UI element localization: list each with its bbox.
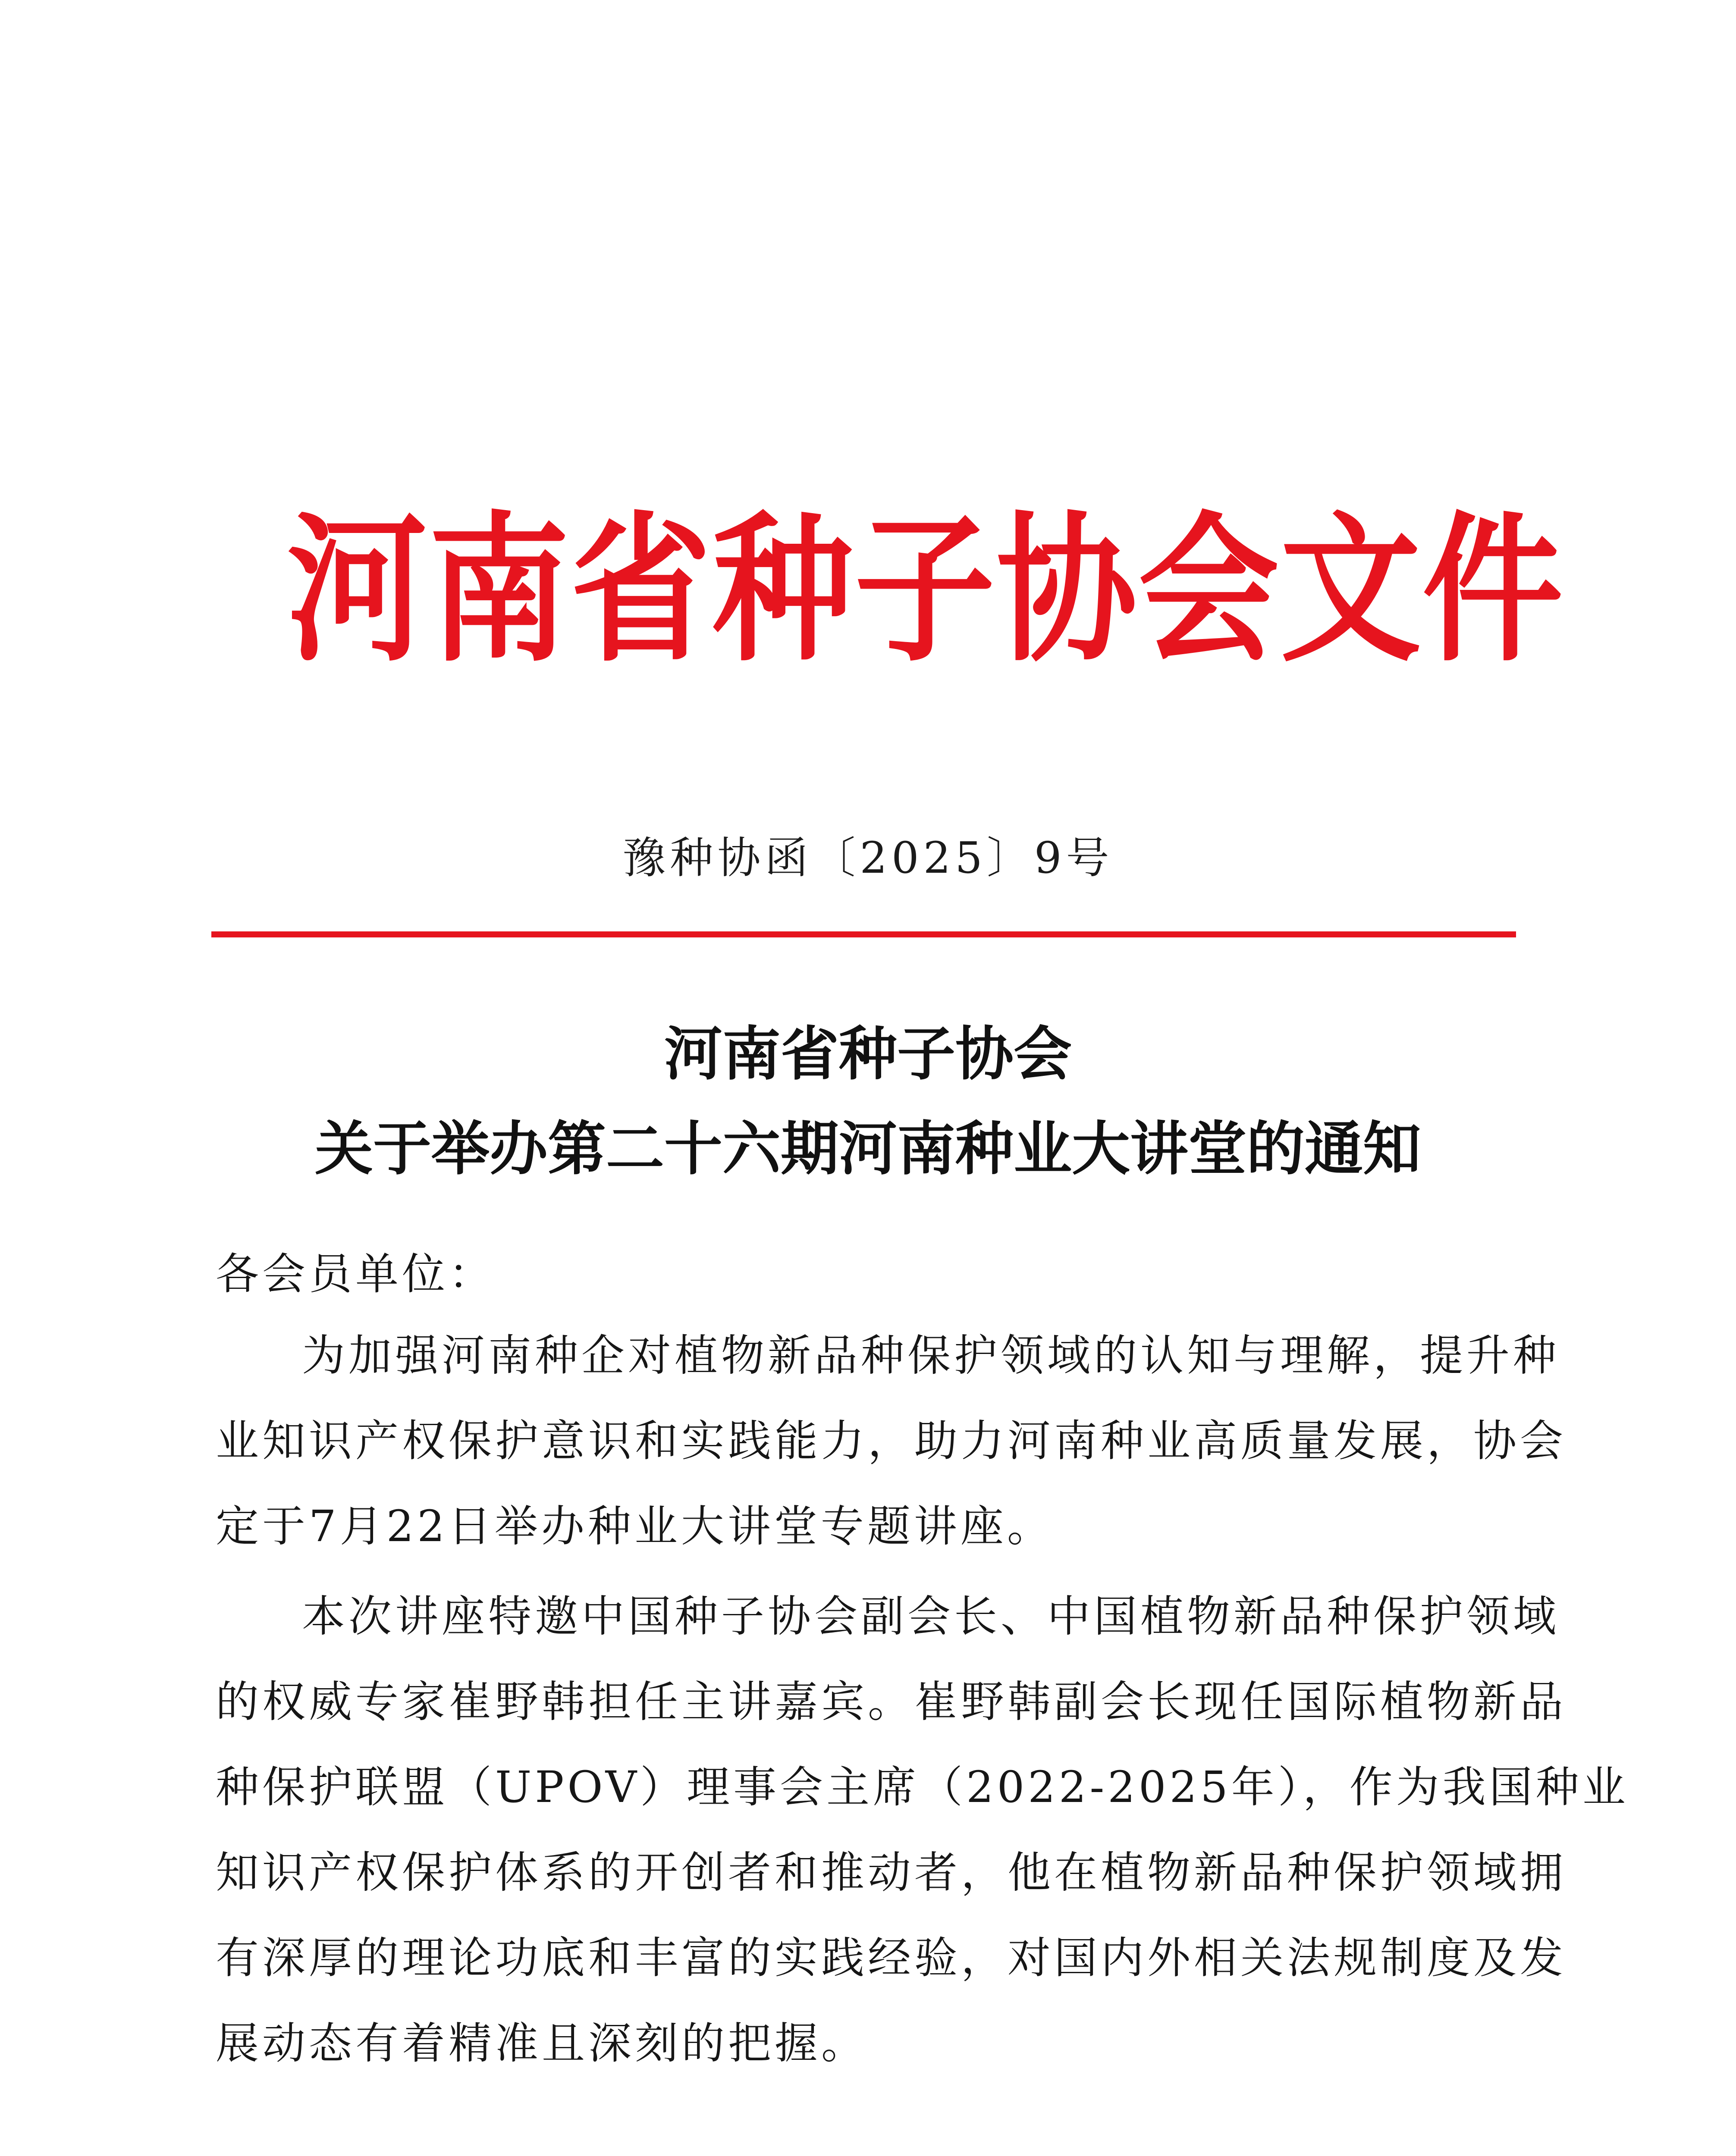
paragraph-line: 业知识产权保护意识和实践能力，助力河南种业高质量发展，协会 <box>216 1416 1566 1466</box>
paragraph-line: 为加强河南种企对植物新品种保护领域的认知与理解，提升种 <box>302 1330 1560 1381</box>
notice-title <box>0 1007 1736 1197</box>
salutation: 各会员单位： <box>216 1249 495 1299</box>
red-divider-line <box>211 931 1516 937</box>
organization-header-title: 河南省种子协会文件 <box>286 498 1564 683</box>
paragraph-line: 知识产权保护体系的开创者和推动者，他在植物新品种保护领域拥 <box>216 1847 1566 1898</box>
paragraph-line: 种保护联盟（UPOV）理事会主席（2022-2025年），作为我国种业 <box>216 1762 1629 1812</box>
notice-title-line-1: 河南省种子协会 <box>664 1020 1072 1088</box>
paragraph-line: 的权威专家崔野韩担任主讲嘉宾。崔野韩副会长现任国际植物新品 <box>216 1677 1566 1727</box>
paragraph-line: 定于7月22日举办种业大讲堂专题讲座。 <box>216 1501 1054 1551</box>
body-paragraph-2 <box>216 1574 1629 2086</box>
paragraph-line: 本次讲座特邀中国种子协会副会长、中国植物新品种保护领域 <box>302 1591 1560 1642</box>
document-number: 豫种协函〔2025〕9号 <box>622 833 1114 883</box>
paragraph-line: 展动态有着精准且深刻的把握。 <box>216 2018 868 2068</box>
paragraph-line: 有深厚的理论功底和丰富的实践经验，对国内外相关法规制度及发 <box>216 1933 1566 1983</box>
notice-title-line-2: 关于举办第二十六期河南种业大讲堂的通知 <box>315 1115 1421 1183</box>
body-paragraph-1 <box>216 1313 1566 1569</box>
